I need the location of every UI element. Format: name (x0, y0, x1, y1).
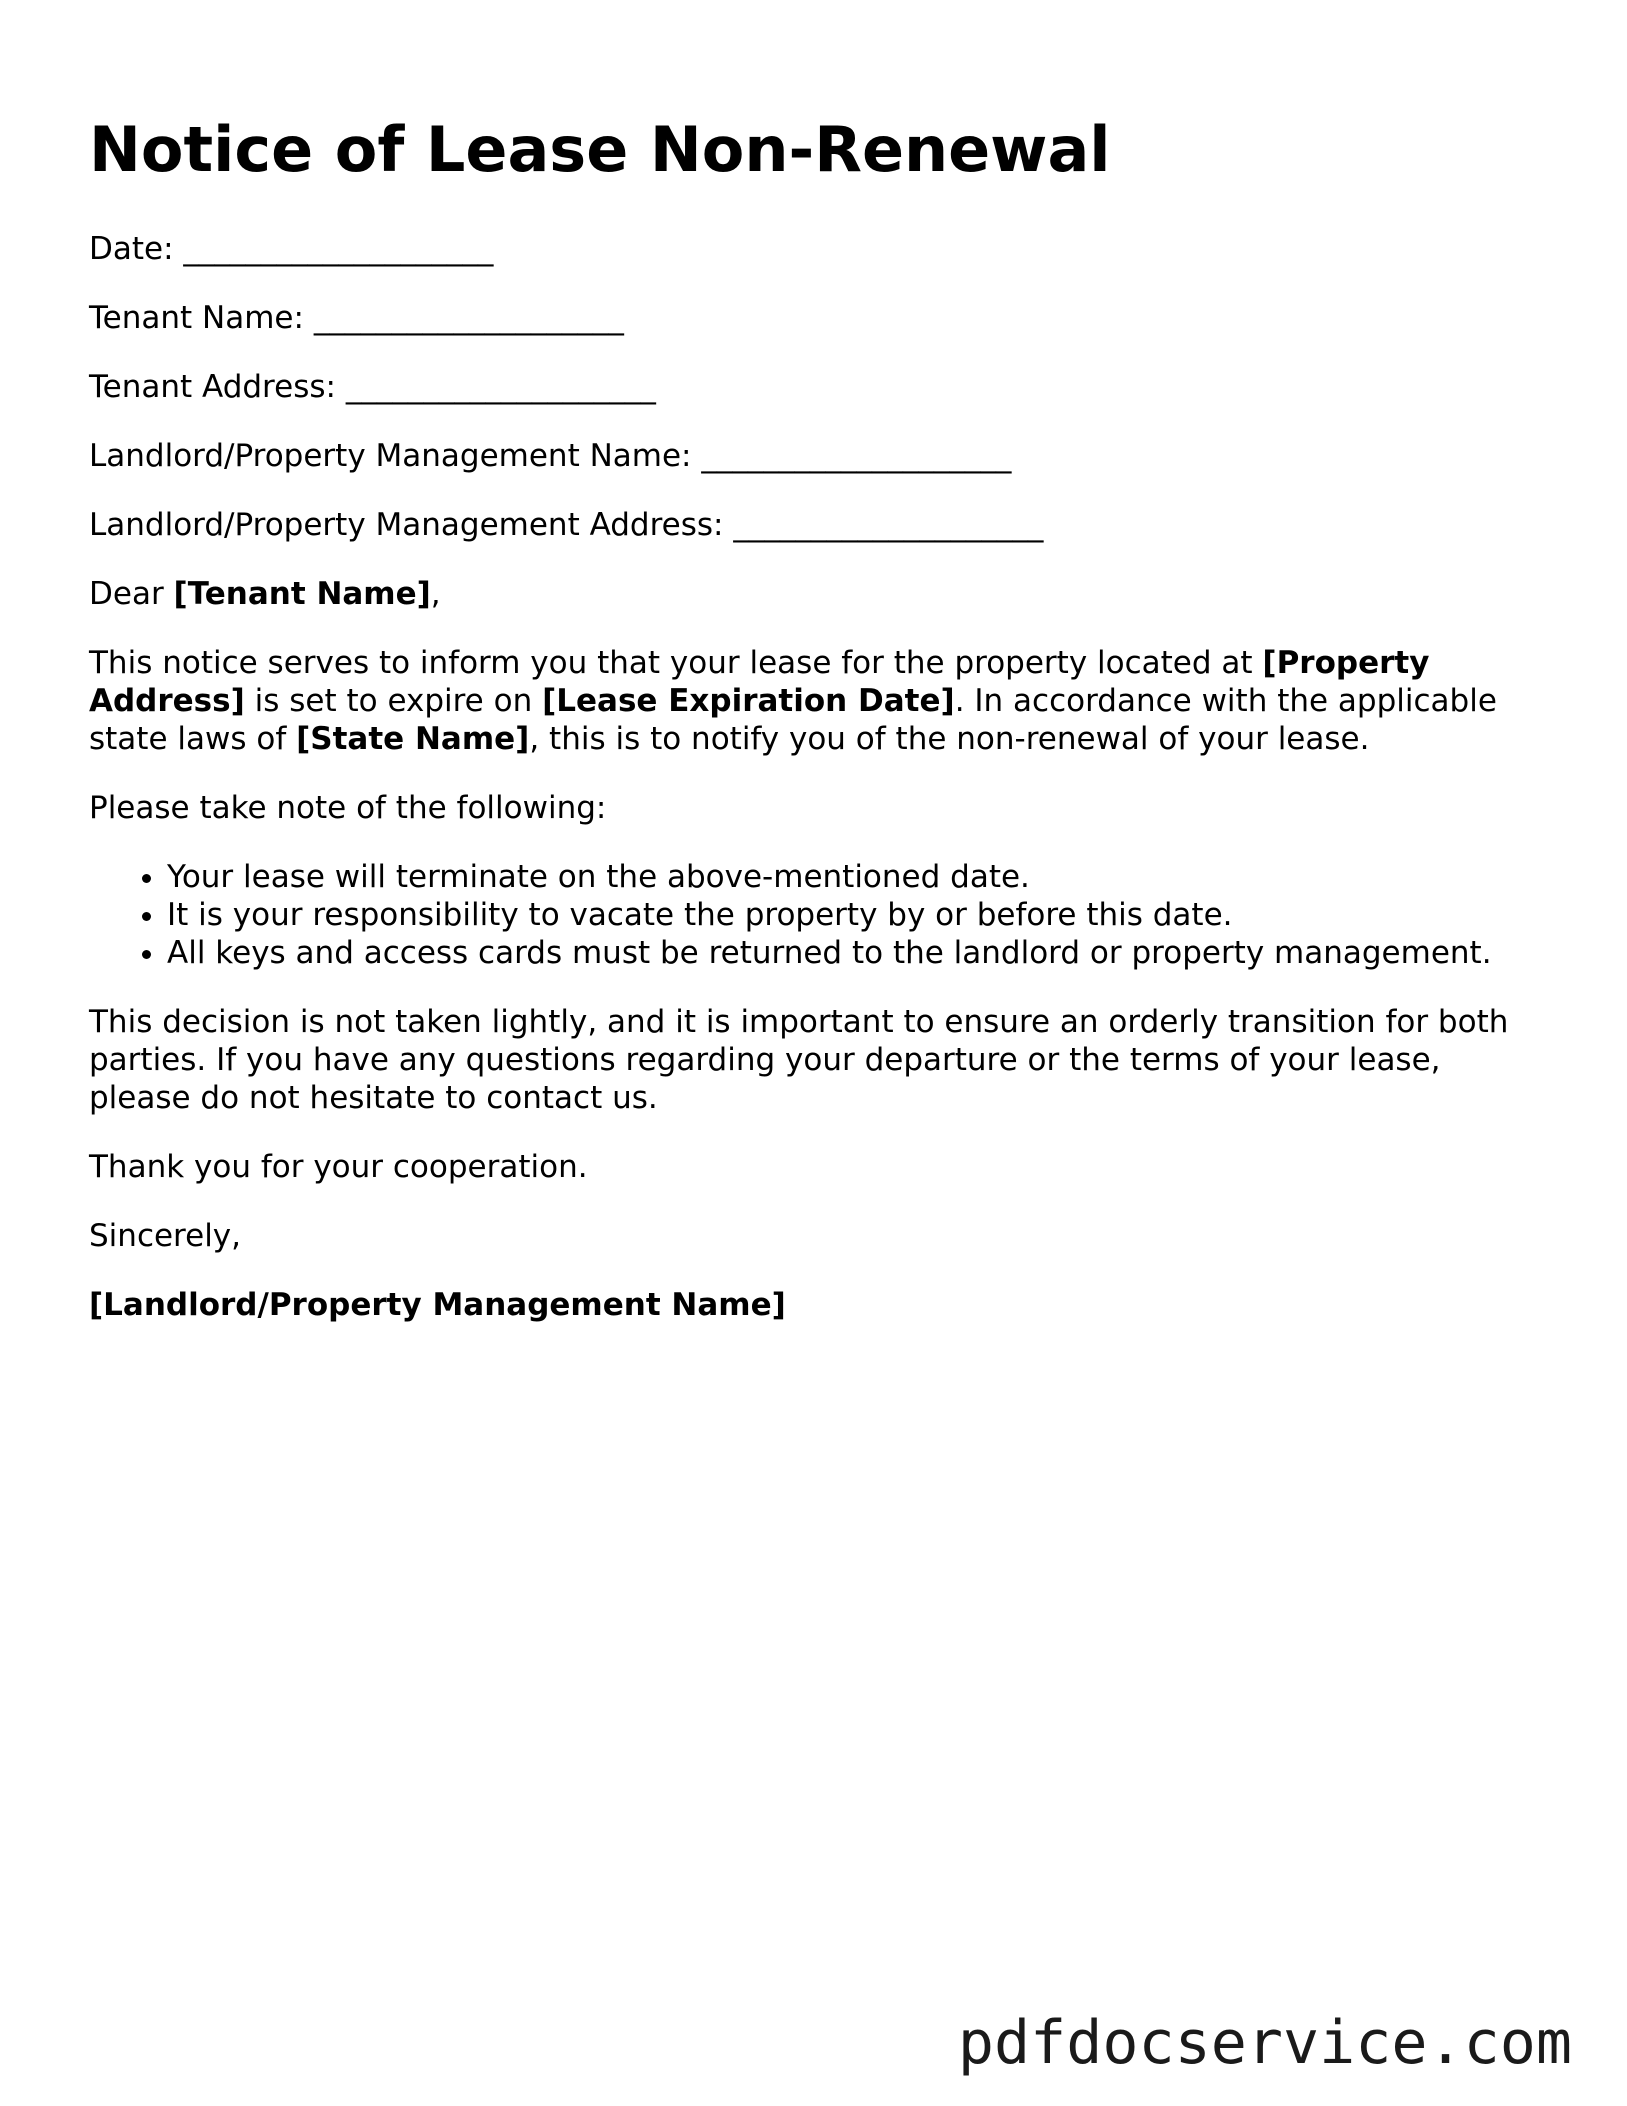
signoff-line: Sincerely, (89, 1218, 242, 1254)
list-item: • Your lease will terminate on the above-mentioned date. (167, 858, 1539, 896)
intro-text: , this is to notify you of the non-renewal of your lease. (529, 721, 1370, 757)
tenant-address-field (89, 368, 1539, 406)
salutation-suffix: , (430, 576, 441, 612)
field-label: Landlord/Property Management Address: (89, 507, 724, 543)
field-blank: ____________________ (345, 369, 656, 405)
tenant-name-field (89, 299, 1539, 337)
field-blank: ____________________ (733, 507, 1044, 543)
field-label: Date: (89, 231, 174, 267)
document-title: Notice of Lease Non-Renewal (89, 113, 1111, 186)
field-label: Landlord/Property Management Name: (89, 438, 692, 474)
intro-text: is set to expire on (254, 683, 533, 719)
closing-paragraph: This decision is not taken lightly, and it is important to ensure an orderly transition for both parties. If you have any questions regarding your departure or the terms of your lease, please do not hesitate to contact us. (89, 1004, 1509, 1116)
landlord-name-field (89, 437, 1539, 475)
list-item: • It is your responsibility to vacate the property by or before this date. (167, 896, 1539, 934)
signature-placeholder: [Landlord/Property Management Name] (89, 1287, 786, 1323)
intro-text: . In accordance with the applicable state laws of (89, 683, 1497, 757)
notes-heading: Please take note of the following: (89, 790, 607, 826)
field-blank: ____________________ (183, 231, 494, 267)
notes-list (89, 858, 1539, 972)
tenant-name-placeholder: [Tenant Name] (173, 576, 431, 612)
watermark: pdfdocservice.com (957, 2008, 1572, 2078)
field-blank: ____________________ (701, 438, 1012, 474)
property-address-placeholder: [Property Address] (89, 645, 1430, 719)
field-label: Tenant Address: (89, 369, 336, 405)
state-name-placeholder: [State Name] (296, 721, 530, 757)
document-body (89, 230, 1539, 1355)
salutation-prefix: Dear (89, 576, 164, 612)
field-label: Tenant Name: (89, 300, 304, 336)
field-blank: ____________________ (313, 300, 624, 336)
salutation (89, 575, 1539, 613)
intro-paragraph (89, 644, 1539, 758)
list-item: • All keys and access cards must be returned to the landlord or property management. (167, 934, 1539, 972)
intro-text: This notice serves to inform you that your lease for the property located at (89, 645, 1253, 681)
thanks-line: Thank you for your cooperation. (89, 1149, 588, 1185)
date-field (89, 230, 1539, 268)
landlord-address-field (89, 506, 1539, 544)
expiration-date-placeholder: [Lease Expiration Date] (542, 683, 955, 719)
